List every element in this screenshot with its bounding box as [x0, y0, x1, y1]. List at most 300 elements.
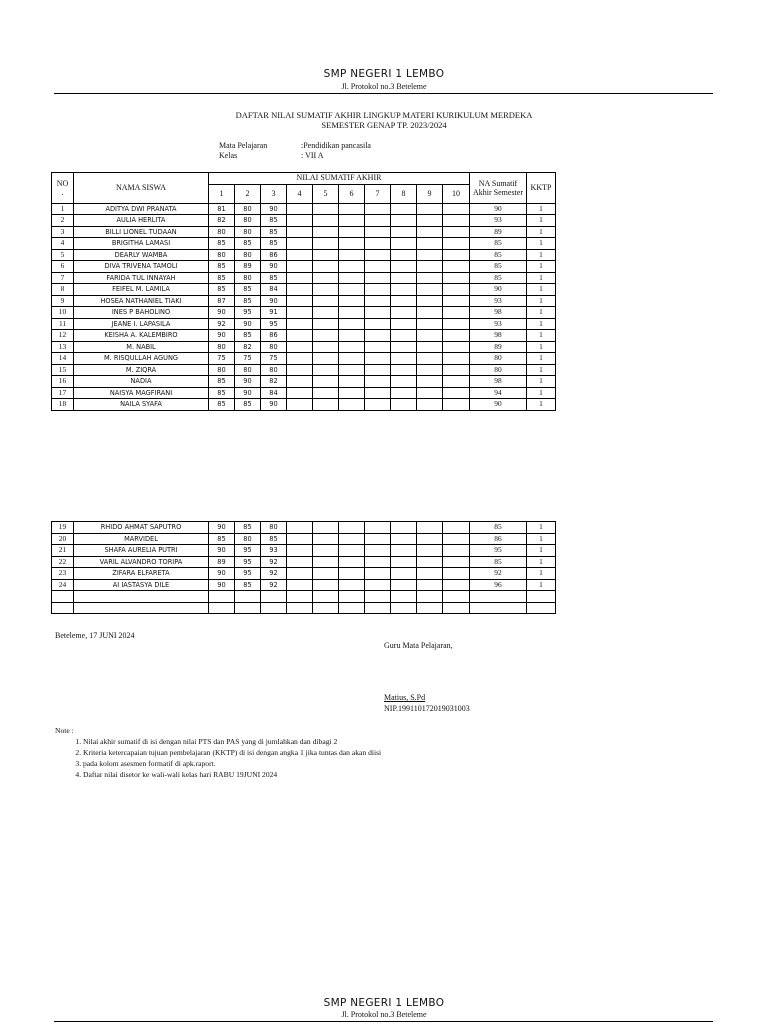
cell-score: 95 — [235, 556, 261, 568]
cell-score-empty — [339, 522, 365, 534]
cell-score-empty — [313, 272, 339, 284]
cell-score-empty — [287, 318, 313, 330]
cell-score-empty — [417, 318, 443, 330]
cell-name: ZIFARA ELFARETA — [74, 568, 209, 580]
cell-score: 89 — [235, 261, 261, 273]
cell-kktp: 1 — [527, 295, 556, 307]
cell-score-empty — [417, 533, 443, 545]
cell-score-empty — [443, 318, 470, 330]
cell-name: DIVA TRIVENA TAMOLI — [74, 261, 209, 273]
col-header-name: NAMA SISWA — [74, 173, 209, 204]
cell-name — [74, 591, 209, 603]
col-header-sub: 6 — [339, 184, 365, 203]
cell-no: 5 — [52, 249, 74, 261]
note-item: 3. pada kolom asesmen formatif di apk.raport. — [83, 758, 535, 769]
cell-score: 80 — [235, 364, 261, 376]
cell-na: 89 — [470, 226, 527, 238]
cell-score: 82 — [235, 341, 261, 353]
document-title: DAFTAR NILAI SUMATIF AKHIR LINGKUP MATERI KURIKULUM MERDEKA — [235, 110, 533, 120]
cell-score-empty — [365, 341, 391, 353]
cell-score: 80 — [209, 249, 235, 261]
cell-score-empty — [339, 568, 365, 580]
cell-score: 95 — [235, 307, 261, 319]
cell-score-empty — [339, 249, 365, 261]
cell-kktp: 1 — [527, 238, 556, 250]
cell-name: NAISYA MAGFIRANI — [74, 387, 209, 399]
cell-score-empty — [365, 330, 391, 342]
cell-score-empty — [339, 272, 365, 284]
cell-na: 94 — [470, 387, 527, 399]
cell-score: 90 — [261, 399, 287, 411]
cell-score: 85 — [209, 238, 235, 250]
cell-score-empty — [417, 602, 443, 614]
cell-score-empty — [365, 568, 391, 580]
cell-score-empty — [313, 295, 339, 307]
cell-name: AULIA HERLITA — [74, 215, 209, 227]
cell-kktp: 1 — [527, 545, 556, 557]
cell-score-empty — [443, 579, 470, 591]
cell-score-empty — [313, 533, 339, 545]
cell-score-empty — [287, 295, 313, 307]
cell-score-empty — [365, 307, 391, 319]
signature-role: Guru Mata Pelajaran, — [384, 641, 453, 650]
cell-no: 13 — [52, 341, 74, 353]
cell-score-empty — [443, 261, 470, 273]
next-page-school-name: SMP NEGERI 1 LEMBO — [323, 997, 445, 1009]
table-row — [52, 376, 556, 388]
cell-score-empty — [313, 261, 339, 273]
cell-score-empty — [365, 533, 391, 545]
cell-score-empty — [391, 215, 417, 227]
cell-score-empty — [313, 284, 339, 296]
document-subtitle: SEMESTER GENAP TP. 2023/2024 — [321, 120, 447, 130]
cell-score-empty — [391, 522, 417, 534]
cell-score-empty — [313, 226, 339, 238]
cell-no: 7 — [52, 272, 74, 284]
cell-score-empty — [443, 226, 470, 238]
cell-score: 85 — [235, 522, 261, 534]
cell-score-empty — [391, 376, 417, 388]
cell-score-empty — [443, 591, 470, 603]
cell-score-empty — [443, 364, 470, 376]
table-row — [52, 387, 556, 399]
cell-score-empty — [443, 399, 470, 411]
cell-kktp: 1 — [527, 215, 556, 227]
cell-no: 18 — [52, 399, 74, 411]
cell-score: 87 — [209, 295, 235, 307]
cell-score-empty — [365, 284, 391, 296]
table-row — [52, 226, 556, 238]
cell-score-empty — [391, 602, 417, 614]
cell-score-empty — [443, 387, 470, 399]
cell-no: 16 — [52, 376, 74, 388]
cell-score-empty — [365, 556, 391, 568]
col-header-sub: 8 — [391, 184, 417, 203]
cell-score-empty — [339, 330, 365, 342]
note-item: 4. Daftar nilai disetor ke wali-wali kelas hari RABU 19JUNI 2024 — [83, 769, 535, 780]
cell-name: KEISHA A. KALEMBIRO — [74, 330, 209, 342]
cell-kktp: 1 — [527, 307, 556, 319]
cell-score-empty — [287, 579, 313, 591]
cell-kktp: 1 — [527, 203, 556, 215]
table-row — [52, 579, 556, 591]
cell-kktp: 1 — [527, 568, 556, 580]
cell-score-empty — [313, 341, 339, 353]
cell-score-empty — [417, 215, 443, 227]
cell-na: 90 — [470, 203, 527, 215]
cell-score-empty — [287, 261, 313, 273]
cell-score-empty — [417, 556, 443, 568]
cell-na: 85 — [470, 556, 527, 568]
cell-score-empty — [339, 261, 365, 273]
subject-value: :Pendidikan pancasila — [301, 141, 371, 150]
cell-score-empty — [313, 579, 339, 591]
next-page-school-address: Jl. Protokol no.3 Beteleme — [341, 1010, 427, 1019]
cell-kktp: 1 — [527, 376, 556, 388]
cell-name: NAILA SYAFA — [74, 399, 209, 411]
cell-score-empty — [391, 226, 417, 238]
cell-score-empty — [391, 295, 417, 307]
class-label: Kelas — [219, 151, 238, 160]
cell-score: 80 — [235, 226, 261, 238]
cell-score-empty — [339, 387, 365, 399]
cell-name: M. RISQULLAH AGUNG — [74, 353, 209, 365]
cell-score: 93 — [261, 545, 287, 557]
cell-na: 85 — [470, 522, 527, 534]
cell-score: 85 — [209, 533, 235, 545]
cell-score-empty — [391, 545, 417, 557]
cell-score: 90 — [261, 203, 287, 215]
cell-score-empty — [339, 556, 365, 568]
cell-kktp: 1 — [527, 533, 556, 545]
table-row — [52, 261, 556, 273]
cell-score-empty — [339, 203, 365, 215]
cell-no: 22 — [52, 556, 74, 568]
cell-score-empty — [365, 272, 391, 284]
cell-score-empty — [313, 307, 339, 319]
cell-name: MARVIDEL — [74, 533, 209, 545]
cell-score: 90 — [209, 522, 235, 534]
cell-no: 24 — [52, 579, 74, 591]
cell-score: 85 — [209, 387, 235, 399]
cell-score-empty — [417, 341, 443, 353]
table-row — [52, 591, 556, 603]
cell-score: 85 — [235, 330, 261, 342]
table-row — [52, 238, 556, 250]
table-row — [52, 307, 556, 319]
cell-name: BRIGITHA LAMASI — [74, 238, 209, 250]
cell-score-empty — [391, 353, 417, 365]
cell-score: 80 — [209, 364, 235, 376]
grade-table-continued — [51, 521, 556, 614]
cell-no: 6 — [52, 261, 74, 273]
cell-score-empty — [443, 556, 470, 568]
cell-kktp — [527, 591, 556, 603]
cell-score-empty — [417, 249, 443, 261]
table-row — [52, 272, 556, 284]
cell-score-empty — [417, 399, 443, 411]
col-header-sub: 2 — [235, 184, 261, 203]
cell-score: 85 — [235, 284, 261, 296]
cell-score: 80 — [235, 533, 261, 545]
cell-score: 92 — [261, 579, 287, 591]
cell-no: 19 — [52, 522, 74, 534]
cell-name: FARIDA TUL INNAYAH — [74, 272, 209, 284]
cell-score-empty — [287, 522, 313, 534]
cell-score: 80 — [235, 215, 261, 227]
cell-score-empty — [417, 284, 443, 296]
cell-score-empty — [391, 249, 417, 261]
cell-score-empty — [313, 238, 339, 250]
cell-name — [74, 602, 209, 614]
cell-score: 75 — [261, 353, 287, 365]
cell-score: 80 — [235, 272, 261, 284]
cell-score — [209, 602, 235, 614]
table-row — [52, 522, 556, 534]
cell-score-empty — [417, 568, 443, 580]
cell-no: 3 — [52, 226, 74, 238]
cell-no: 21 — [52, 545, 74, 557]
cell-na — [470, 602, 527, 614]
cell-score-empty — [417, 522, 443, 534]
cell-na: 93 — [470, 295, 527, 307]
cell-score: 81 — [209, 203, 235, 215]
cell-score: 80 — [235, 203, 261, 215]
cell-score-empty — [443, 341, 470, 353]
cell-no: 23 — [52, 568, 74, 580]
cell-name: M. ZIQRA — [74, 364, 209, 376]
table-row — [52, 295, 556, 307]
cell-na: 95 — [470, 545, 527, 557]
cell-score: 80 — [209, 341, 235, 353]
cell-score-empty — [443, 215, 470, 227]
cell-kktp: 1 — [527, 330, 556, 342]
cell-score-empty — [339, 284, 365, 296]
cell-no: 4 — [52, 238, 74, 250]
school-address: Jl. Protokol no.3 Beteleme — [341, 82, 427, 91]
cell-score-empty — [287, 364, 313, 376]
cell-kktp: 1 — [527, 261, 556, 273]
cell-score-empty — [365, 203, 391, 215]
cell-score-empty — [391, 568, 417, 580]
cell-score-empty — [391, 238, 417, 250]
cell-score — [261, 602, 287, 614]
cell-score-empty — [417, 387, 443, 399]
cell-score-empty — [365, 387, 391, 399]
cell-na: 90 — [470, 284, 527, 296]
cell-no: 10 — [52, 307, 74, 319]
cell-score-empty — [443, 568, 470, 580]
cell-score-empty — [339, 399, 365, 411]
subject-label: Mata Pelajaran — [219, 141, 268, 150]
cell-score-empty — [313, 545, 339, 557]
cell-score — [235, 602, 261, 614]
cell-na: 89 — [470, 341, 527, 353]
cell-name: BILLI LIONEL TUDAAN — [74, 226, 209, 238]
cell-score: 85 — [261, 533, 287, 545]
cell-na: 85 — [470, 261, 527, 273]
cell-name: FEIFEL M. LAMILA — [74, 284, 209, 296]
cell-score-empty — [443, 307, 470, 319]
cell-score-empty — [313, 387, 339, 399]
cell-score: 84 — [261, 284, 287, 296]
cell-score-empty — [443, 353, 470, 365]
cell-score: 80 — [261, 341, 287, 353]
cell-score-empty — [287, 272, 313, 284]
cell-score: 84 — [261, 387, 287, 399]
table-row — [52, 556, 556, 568]
cell-score-empty — [417, 238, 443, 250]
cell-score-empty — [339, 238, 365, 250]
cell-score-empty — [365, 522, 391, 534]
cell-score-empty — [313, 556, 339, 568]
cell-score: 95 — [235, 568, 261, 580]
cell-score-empty — [443, 522, 470, 534]
cell-score-empty — [417, 330, 443, 342]
place-date: Beteleme, 17 JUNI 2024 — [55, 631, 135, 640]
cell-score: 85 — [209, 376, 235, 388]
table-row — [52, 249, 556, 261]
cell-score-empty — [417, 272, 443, 284]
table-row — [52, 533, 556, 545]
cell-score-empty — [313, 203, 339, 215]
cell-score-empty — [287, 399, 313, 411]
cell-score: 85 — [261, 238, 287, 250]
cell-na: 98 — [470, 307, 527, 319]
cell-no: 20 — [52, 533, 74, 545]
cell-score-empty — [313, 522, 339, 534]
cell-score: 90 — [209, 307, 235, 319]
cell-na: 96 — [470, 579, 527, 591]
cell-score: 91 — [261, 307, 287, 319]
table-row — [52, 215, 556, 227]
table-row — [52, 318, 556, 330]
cell-score-empty — [287, 215, 313, 227]
cell-kktp: 1 — [527, 387, 556, 399]
cell-score-empty — [443, 295, 470, 307]
cell-score: 85 — [261, 226, 287, 238]
cell-name: HOSEA NATHANIEL TIAKI — [74, 295, 209, 307]
cell-score-empty — [339, 215, 365, 227]
cell-no: 14 — [52, 353, 74, 365]
cell-score-empty — [391, 203, 417, 215]
cell-na: 86 — [470, 533, 527, 545]
cell-kktp: 1 — [527, 556, 556, 568]
notes-section — [55, 725, 535, 780]
cell-score-empty — [287, 203, 313, 215]
cell-na: 92 — [470, 568, 527, 580]
note-item: 1. Nilai akhir sumatif di isi dengan nilai PTS dan PAS yang di jumlahkan dan dibagi 2 — [83, 736, 535, 747]
cell-score-empty — [339, 226, 365, 238]
cell-score-empty — [287, 387, 313, 399]
table-row — [52, 568, 556, 580]
cell-score: 82 — [261, 376, 287, 388]
cell-score-empty — [313, 249, 339, 261]
cell-score-empty — [417, 261, 443, 273]
col-header-na: NA Sumatif Akhir Semester — [470, 173, 527, 204]
cell-score-empty — [417, 376, 443, 388]
cell-kktp: 1 — [527, 364, 556, 376]
cell-score-empty — [365, 364, 391, 376]
cell-score: 95 — [261, 318, 287, 330]
cell-score-empty — [365, 579, 391, 591]
cell-score-empty — [443, 284, 470, 296]
cell-score-empty — [287, 545, 313, 557]
table-row — [52, 399, 556, 411]
table-row — [52, 330, 556, 342]
cell-no: 15 — [52, 364, 74, 376]
cell-score: 85 — [209, 284, 235, 296]
cell-score: 80 — [235, 249, 261, 261]
cell-score: 90 — [261, 261, 287, 273]
cell-score: 95 — [235, 545, 261, 557]
cell-name: JEANE I. LAPASILA — [74, 318, 209, 330]
cell-score-empty — [365, 545, 391, 557]
cell-score-empty — [391, 330, 417, 342]
cell-score-empty — [417, 353, 443, 365]
cell-score-empty — [339, 364, 365, 376]
col-header-no: NO . — [52, 173, 74, 204]
cell-score-empty — [287, 568, 313, 580]
cell-kktp: 1 — [527, 249, 556, 261]
cell-score-empty — [443, 602, 470, 614]
cell-score: 75 — [235, 353, 261, 365]
cell-score — [209, 591, 235, 603]
cell-no: 17 — [52, 387, 74, 399]
cell-na: 98 — [470, 330, 527, 342]
cell-score-empty — [391, 318, 417, 330]
cell-score-empty — [391, 399, 417, 411]
cell-score-empty — [391, 364, 417, 376]
cell-score-empty — [391, 307, 417, 319]
cell-score-empty — [287, 226, 313, 238]
cell-score-empty — [443, 238, 470, 250]
cell-kktp — [527, 602, 556, 614]
cell-score-empty — [365, 238, 391, 250]
cell-score-empty — [339, 545, 365, 557]
cell-score-empty — [287, 556, 313, 568]
cell-score: 90 — [261, 295, 287, 307]
cell-kktp: 1 — [527, 522, 556, 534]
cell-score-empty — [417, 203, 443, 215]
cell-score-empty — [391, 272, 417, 284]
cell-kktp: 1 — [527, 353, 556, 365]
cell-kktp: 1 — [527, 579, 556, 591]
next-page-divider — [54, 1021, 713, 1022]
cell-score-empty — [313, 318, 339, 330]
col-header-sub: 9 — [417, 184, 443, 203]
cell-score-empty — [365, 591, 391, 603]
cell-no: 2 — [52, 215, 74, 227]
cell-score: 80 — [261, 522, 287, 534]
cell-name: M. NABIL — [74, 341, 209, 353]
cell-score-empty — [313, 399, 339, 411]
cell-kktp: 1 — [527, 318, 556, 330]
cell-na: 85 — [470, 272, 527, 284]
table-row — [52, 203, 556, 215]
cell-na — [470, 591, 527, 603]
cell-score-empty — [339, 353, 365, 365]
cell-score: 85 — [209, 399, 235, 411]
cell-no: 1 — [52, 203, 74, 215]
school-name: SMP NEGERI 1 LEMBO — [323, 68, 445, 80]
cell-score-empty — [391, 533, 417, 545]
cell-score: 92 — [209, 318, 235, 330]
cell-no — [52, 602, 74, 614]
cell-score: 85 — [209, 272, 235, 284]
signature-nip: NIP.199110172019031003 — [384, 704, 470, 713]
col-header-sub: 1 — [209, 184, 235, 203]
